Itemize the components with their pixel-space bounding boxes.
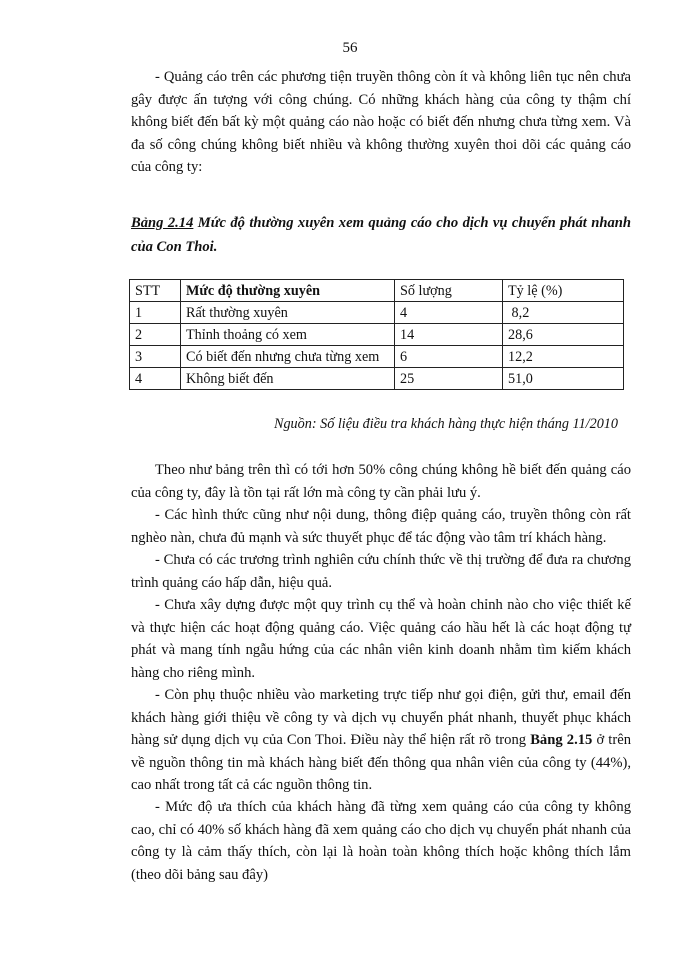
table-caption-text: Mức độ thường xuyên xem quảng cáo cho dịch vụ chuyển phát nhanh của Con Thoi. — [131, 215, 632, 255]
table-caption — [131, 211, 631, 259]
table-row — [130, 302, 624, 324]
cell-count: 6 — [395, 346, 503, 368]
table-caption-label: Bảng 2.14 — [131, 215, 194, 231]
header-count: Số lượng — [395, 280, 503, 302]
cell-frequency: Rất thường xuyên — [181, 302, 395, 324]
cell-percent: 51,0 — [503, 368, 624, 390]
cell-frequency: Không biết đến — [181, 368, 395, 390]
page-number: 56 — [342, 40, 358, 56]
header-stt: STT — [130, 280, 181, 302]
paragraph-weak-content: - Các hình thức cũng như nội dung, thông điệp quảng cáo, truyền thông còn rất nghèo nàn, chưa đủ mạnh và sức thuyết phục để tác động vào tâm trí khách hàng. — [131, 507, 631, 546]
table-row — [130, 368, 624, 390]
cell-count: 14 — [395, 324, 503, 346]
header-percent: Tỷ lệ (%) — [503, 280, 624, 302]
cell-stt: 3 — [130, 346, 181, 368]
paragraph-no-research: - Chưa có các trương trình nghiên cứu chính thức về thị trường để đưa ra chương trình quảng cáo hấp dẫn, hiệu quả. — [131, 552, 631, 591]
cell-count: 4 — [395, 302, 503, 324]
marketing-text-before: - Còn phụ thuộc nhiều vào marketing trực tiếp như gọi điện, gửi thư, email đến khách hàng giới thiệu về công ty và dịch vụ chuyển phát nhanh, thuyết phục khách hàng sử dụng dịch vụ của Con Thoi. Điều này thể hiện rất rõ trong — [131, 687, 631, 749]
cell-stt: 4 — [130, 368, 181, 390]
cell-frequency: Có biết đến nhưng chưa từng xem — [181, 346, 395, 368]
cell-percent: 8,2 — [503, 302, 624, 324]
table-header-row — [130, 280, 624, 302]
cell-percent: 28,6 — [503, 324, 624, 346]
header-frequency: Mức độ thường xuyên — [181, 280, 395, 302]
cell-frequency: Thỉnh thoảng có xem — [181, 324, 395, 346]
table-row — [130, 324, 624, 346]
marketing-text-after: ở trên về nguồn thông tin mà khách hàng biết đến thông qua nhân viên của công ty (44%), cao nhất trong tất cả các nguồn thông tin. — [131, 732, 631, 794]
cell-stt: 1 — [130, 302, 181, 324]
paragraph-survey-result: Theo như bảng trên thì có tới hơn 50% công chúng không hề biết đến quảng cáo của công ty, đây là tồn tại rất lớn mà công ty cần phải lưu ý. — [131, 462, 631, 501]
paragraph-preference: - Mức độ ưa thích của khách hàng đã từng xem quảng cáo của công ty không cao, chỉ có 40% số khách hàng đã xem quảng cáo cho dịch vụ chuyển phát nhanh của công ty là cảm thấy thích, còn lại là hoàn toàn không thích hoặc không thích lắm (theo dõi bảng sau đây) — [131, 799, 631, 883]
cell-count: 25 — [395, 368, 503, 390]
table-reference: Bảng 2.15 — [530, 732, 593, 749]
paragraph-direct-marketing — [131, 684, 631, 797]
cell-percent: 12,2 — [503, 346, 624, 368]
source-note: Nguồn: Số liệu điều tra khách hàng thực hiện tháng 11/2010 — [274, 416, 618, 432]
paragraph-no-process: - Chưa xây dựng được một quy trình cụ thể và hoàn chỉnh nào cho việc thiết kế và thực hiện các hoạt động quảng cáo. Việc quảng cáo hầu hết là các hoạt động tự phát và mang tính ngẫu hứng của các nhân viên kinh doanh nhằm tìm kiếm khách hàng cho riêng mình. — [131, 597, 631, 681]
frequency-table — [129, 279, 624, 390]
cell-stt: 2 — [130, 324, 181, 346]
intro-paragraph: - Quảng cáo trên các phương tiện truyền thông còn ít và không liên tục nên chưa gây được ấn tượng với công chúng. Có những khách hàng của công ty thậm chí không biết đến bất kỳ một quảng cáo nào hoặc có biết đến nhưng chưa từng xem. Và đa số công chúng không biết nhiều và không thường xuyên thoi dõi các quảng cáo của công ty: — [131, 69, 631, 176]
table-row — [130, 346, 624, 368]
